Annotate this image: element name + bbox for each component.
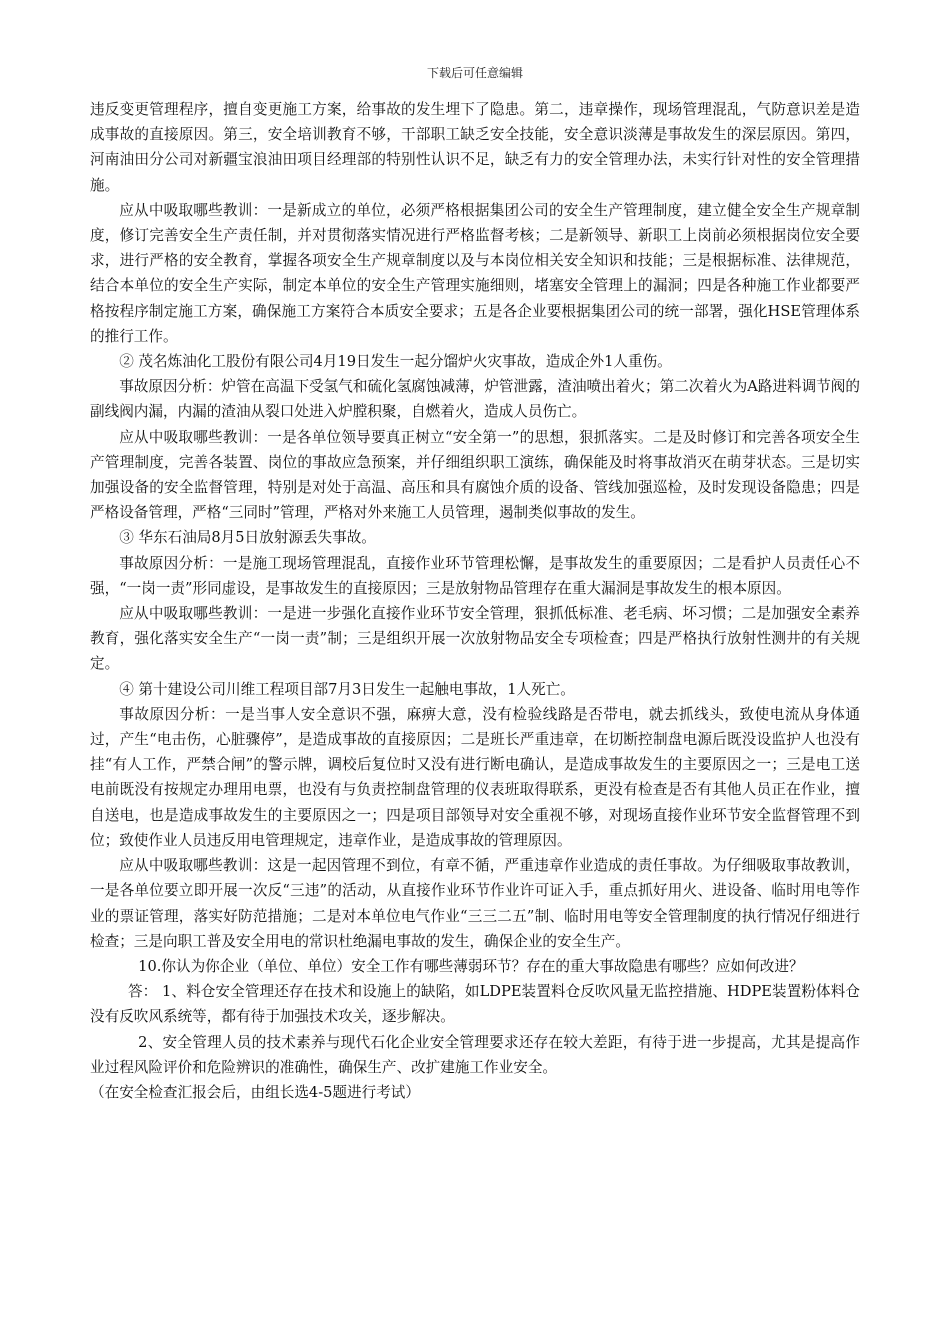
paragraph: ③ 华东石油局8月5日放射源丢失事故。 bbox=[119, 529, 376, 547]
footnote: （在安全检查汇报会后，由组长选4-5题进行考试） bbox=[90, 1083, 420, 1101]
paragraph: 应从中吸取哪些教训：一是进一步强化直接作业环节安全管理，狠抓低标准、老毛病、坏习惯；二是加强安全素养教育，强化落实安全生产“一岗一责”制；三是组织开展一次放射物品安全专项检查；四是严格执行放射性测井的有关规定。 bbox=[90, 605, 860, 673]
answer-item: 2、安全管理人员的技术素养与现代石化企业安全管理要求还存在较大差距，有待于进一步提高，尤其是提高作业过程风险评价和危险辨识的准确性，确保生产、改扩建施工作业安全。 bbox=[90, 1033, 860, 1076]
answer-item: 答： 1、料仓安全管理还存在技术和设施上的缺陷，如LDPE装置料仓反吹风量无监控措施、HDPE装置粉体料仓没有反吹风系统等，都有待于加强技术攻关，逐步解决。 bbox=[90, 983, 860, 1026]
question: 10.你认为你企业（单位、单位）安全工作有哪些薄弱环节？存在的重大事故隐患有哪些？应如何改进？ bbox=[138, 957, 804, 975]
paragraph: 应从中吸取哪些教训：这是一起因管理不到位，有章不循，严重违章作业造成的责任事故。为仔细吸取事故教训，一是各单位要立即开展一次反“三违”的活动，从直接作业环节作业许可证入手，重点抓好用火、进设备、临时用电等作业的票证管理，落实好防范措施；二是对本单位电气作业“三三二五”制、临时用电等安全管理制度的执行情况仔细进行检查；三是向职工普及安全用电的常识杜绝漏电事故的发生，确保企业的安全生产。 bbox=[90, 857, 860, 950]
paragraph: 应从中吸取哪些教训：一是新成立的单位，必须严格根据集团公司的安全生产管理制度，建立健全安全生产规章制度，修订完善安全生产责任制，并对贯彻落实情况进行严格监督考核；二是新领导、新职工上岗前必须根据岗位安全要求，进行严格的安全教育，掌握各项安全生产规章制度以及与本岗位相关安全知识和技能；三是根据标准、法律规范，结合本单位的安全生产实际，制定本单位的安全生产管理实施细则，堵塞安全管理上的漏洞；四是各种施工作业都要严格按程序制定施工方案，确保施工方案符合本质安全要求；五是各企业要根据集团公司的统一部署，强化HSE管理体系的推行工作。 bbox=[90, 201, 860, 345]
paragraph: 违反变更管理程序，擅自变更施工方案，给事故的发生埋下了隐患。第二，违章操作，现场管理混乱，气防意识差是造成事故的直接原因。第三，安全培训教育不够，干部职工缺乏安全技能，安全意识淡薄是事故发生的深层原因。第四，河南油田分公司对新疆宝浪油田项目经理部的特别性认识不足，缺乏有力的安全管理办法，未实行针对性的安全管理措施。 bbox=[90, 101, 860, 194]
paragraph: 事故原因分析：一是施工现场管理混乱，直接作业环节管理松懈，是事故发生的重要原因；二是看护人员责任心不强，“一岗一责”形同虚设，是事故发生的直接原因；三是放射物品管理存在重大漏洞是事故发生的根本原因。 bbox=[90, 554, 860, 597]
paragraph: ④ 第十建设公司川维工程项目部7月3日发生一起触电事故，1人死亡。 bbox=[119, 680, 575, 698]
paragraph: 应从中吸取哪些教训：一是各单位领导要真正树立“安全第一”的思想，狠抓落实。二是及时修订和完善各项安全生产管理制度，完善各装置、岗位的事故应急预案，并仔细组织职工演练，确保能及时将事故消灭在萌芽状态。三是切实加强设备的安全监督管理，特别是对处于高温、高压和具有腐蚀介质的设备、管线加强巡检，及时发现设备隐患；四是严格设备管理，严格“三同时”管理，严格对外来施工人员管理，遏制类似事故的发生。 bbox=[90, 428, 860, 522]
page-header: 下载后可任意编辑 bbox=[426, 66, 523, 80]
paragraph: 事故原因分析：炉管在高温下受氢气和硫化氢腐蚀减薄，炉管泄露，渣油喷出着火；第二次着火为A路进料调节阀的副线阀内漏，内漏的渣油从裂口处进入炉膛积聚，自燃着火，造成人员伤亡。 bbox=[90, 378, 860, 421]
paragraph: ② 茂名炼油化工股份有限公司4月19日发生一起分馏炉火灾事故，造成企外1人重伤。 bbox=[119, 353, 672, 371]
document-body bbox=[90, 97, 860, 1105]
paragraph: 事故原因分析：一是当事人安全意识不强，麻痹大意，没有检验线路是否带电，就去抓线头，致使电流从身体通过，产生“电击伤，心脏骤停”，是造成事故的直接原因；二是班长严重违章，在切断控制盘电源后既没设监护人也没有挂“有人工作，严禁合闸”的警示牌，调校后复位时又没有进行断电确认，是造成事故发生的主要原因之一；三是电工送电前既没有按规定办理用电票，也没有与负责控制盘管理的仪表班取得联系，更没有检查是否有其他人员正在作业，擅自送电，也是造成事故发生的主要原因之一；四是项目部领导对安全重视不够，对现场直接作业环节安全监督管理不到位；致使作业人员违反用电管理规定，违章作业，是造成事故的管理原因。 bbox=[90, 705, 860, 849]
